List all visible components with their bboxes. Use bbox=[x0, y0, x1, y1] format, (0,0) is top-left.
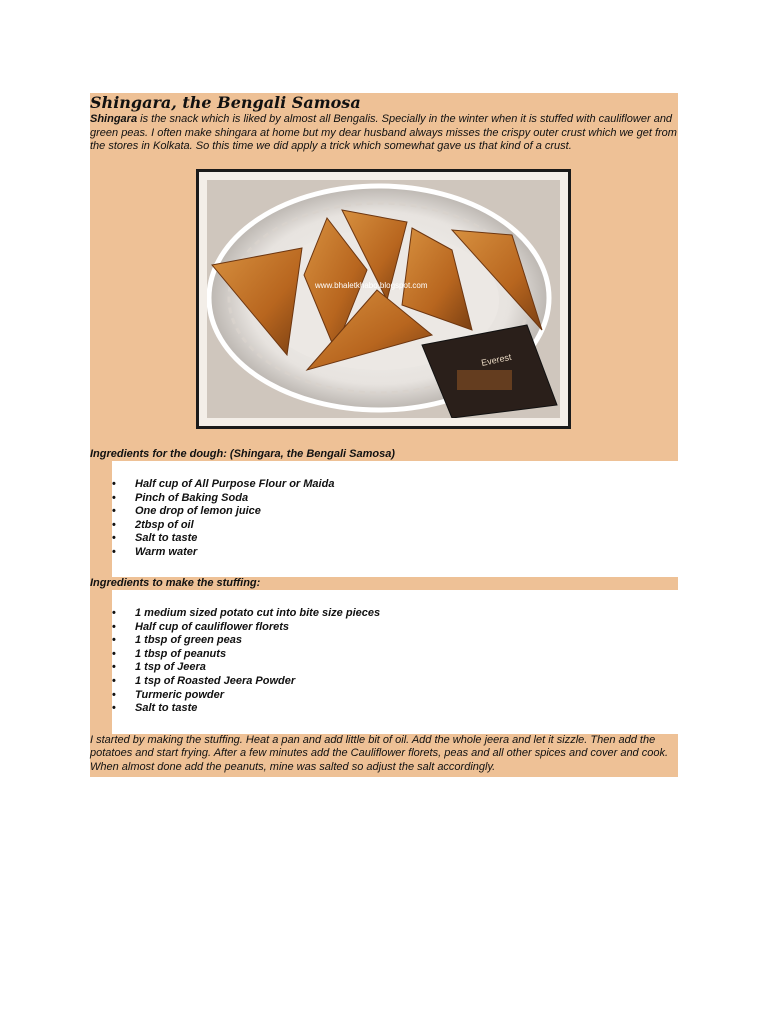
bullet-icon: • bbox=[112, 647, 116, 660]
list-item: • Pinch of Baking Soda bbox=[112, 491, 249, 504]
list-item: • Salt to taste bbox=[112, 702, 198, 715]
list-item: • 1 tsp of Jeera bbox=[112, 661, 206, 674]
photo-section bbox=[90, 166, 678, 442]
bullet-icon: • bbox=[112, 675, 116, 688]
bullet-icon: • bbox=[112, 702, 116, 715]
article bbox=[90, 93, 678, 777]
list-item: • 1 tsp of Roasted Jeera Powder bbox=[112, 675, 296, 688]
samosa-illustration bbox=[207, 180, 560, 418]
bullet-icon: • bbox=[112, 688, 116, 701]
list-item: • 1 medium sized potato cut into bite size pieces bbox=[112, 607, 381, 620]
bullet-icon: • bbox=[112, 491, 116, 504]
bullet-icon: • bbox=[112, 620, 116, 633]
list-item: • One drop of lemon juice bbox=[112, 505, 261, 518]
list-item: • Half cup of cauliflower florets bbox=[112, 620, 290, 633]
list-item: • Half cup of All Purpose Flour or Maida bbox=[112, 478, 335, 490]
stuffing-heading: Ingredients to make the stuffing: bbox=[90, 577, 678, 591]
method-paragraph: I started by making the stuffing. Heat a pan and add little bit of oil. Add the whole jeera and let it sizzle. Then add the potatoes and start frying. After a few minutes add the Cauliflower florets, peas and all other spices and cover and cook. When almost done add the peanuts, mine was salted so adjust the salt accordingly. bbox=[90, 734, 678, 777]
stuffing-list bbox=[90, 607, 678, 716]
intro-text: is the snack which is liked by almost all Bengalis. Specially in the winter when it is stuffed with cauliflower and green peas. I often make shingara at home but my dear husband always misses the crispy outer crust which we get from the stores in Kolkata. So this time we did apply a trick which somewhat gave us that kind of a crust. bbox=[90, 113, 677, 152]
bullet-icon: • bbox=[112, 607, 116, 620]
photo-watermark: www.bhaletkhabo.blogspot.com bbox=[315, 280, 428, 290]
bullet-icon: • bbox=[112, 532, 116, 545]
list-item: • Turmeric powder bbox=[112, 688, 225, 701]
packet-label: Everest bbox=[480, 351, 513, 368]
intro-paragraph bbox=[90, 113, 678, 166]
list-item: • Salt to taste bbox=[112, 532, 198, 545]
intro-lead: Shingara bbox=[90, 113, 138, 125]
dough-list bbox=[90, 478, 678, 560]
samosa-photo bbox=[207, 180, 560, 418]
list-item: • 2tbsp of oil bbox=[112, 518, 194, 531]
list-item: • 1 tbsp of peanuts bbox=[112, 647, 227, 660]
bullet-icon: • bbox=[112, 478, 116, 490]
bullet-icon: • bbox=[112, 545, 116, 558]
dough-heading: Ingredients for the dough: (Shingara, the Bengali Samosa) bbox=[90, 448, 678, 462]
list-item: • 1 tbsp of green peas bbox=[112, 634, 242, 647]
photo-frame bbox=[196, 169, 571, 429]
bullet-icon: • bbox=[112, 518, 116, 531]
page-title: Shingara, the Bengali Samosa bbox=[90, 93, 678, 113]
bullet-icon: • bbox=[112, 505, 116, 518]
bullet-icon: • bbox=[112, 661, 116, 674]
list-item: • Warm water bbox=[112, 545, 198, 558]
bullet-icon: • bbox=[112, 634, 116, 647]
